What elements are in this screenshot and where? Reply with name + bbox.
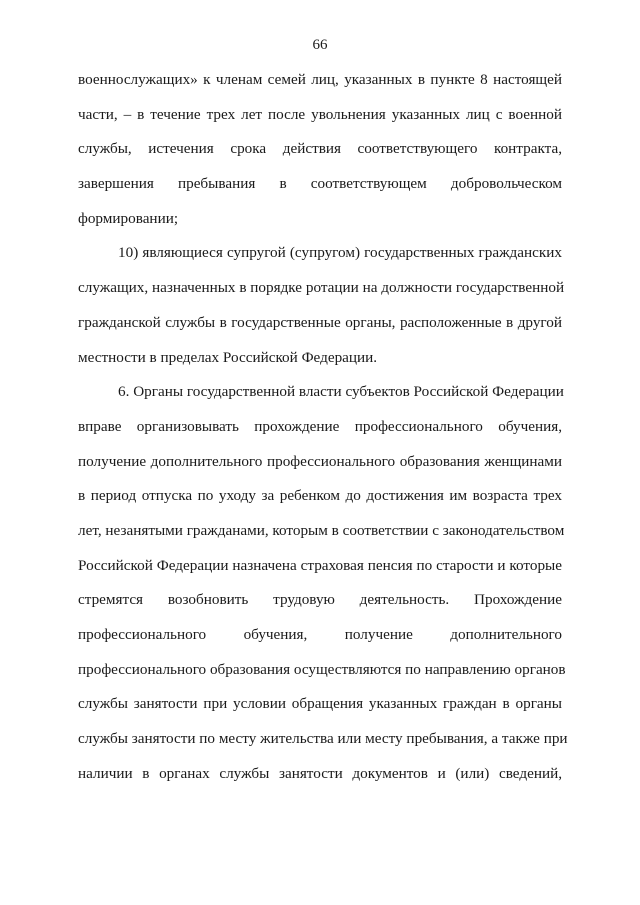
text-line: профессионального образования осуществляются по направлению органов [78,660,566,678]
text-line: наличии в органах службы занятости документов и (или) сведений, [78,764,562,782]
text-line: Российской Федерации назначена страховая пенсия по старости и которые [78,556,562,574]
text-line: местности в пределах Российской Федерации. [78,348,378,366]
paragraph-section-6 [78,382,568,798]
text-line: служащих, назначенных в порядке ротации на должности государственной [78,279,565,297]
text-line: стремятся возобновить трудовую деятельность. Прохождение [78,591,562,609]
text-line: 10) являющиеся супругой (супругом) государственных гражданских [118,244,562,262]
text-line: профессионального обучения, получение дополнительного [78,626,562,643]
text-line: службы занятости по месту жительства или месту пребывания, а также при [78,730,568,748]
text-line: завершения пребывания в соответствующем добровольческом [78,175,562,193]
text-line: военнослужащих» к членам семей лиц, указанных в пункте 8 настоящей [78,71,562,88]
page-number: 66 [312,37,328,53]
text-line: части, – в течение трех лет после увольнения указанных лиц с военной [78,105,562,123]
paragraph-item-10 [78,243,565,382]
text-line: получение дополнительного профессионального образования женщинами [78,452,562,470]
text-line: лет, незанятыми гражданами, которым в соответствии с законодательством [78,521,565,539]
text-line: 6. Органы государственной власти субъектов Российской Федерации [118,383,564,401]
paragraph-continuation [78,70,562,243]
body-text [78,70,568,798]
text-line: службы занятости при условии обращения указанных граждан в органы [78,695,562,713]
text-line: вправе организовывать прохождение профессионального обучения, [78,417,562,435]
text-line: гражданской службы в государственные органы, расположенные в другой [78,313,562,331]
text-line: в период отпуска по уходу за ребенком до достижения им возраста трех [78,487,562,505]
text-line: службы, истечения срока действия соответствующего контракта, [78,140,562,158]
text-line: формировании; [78,209,179,227]
